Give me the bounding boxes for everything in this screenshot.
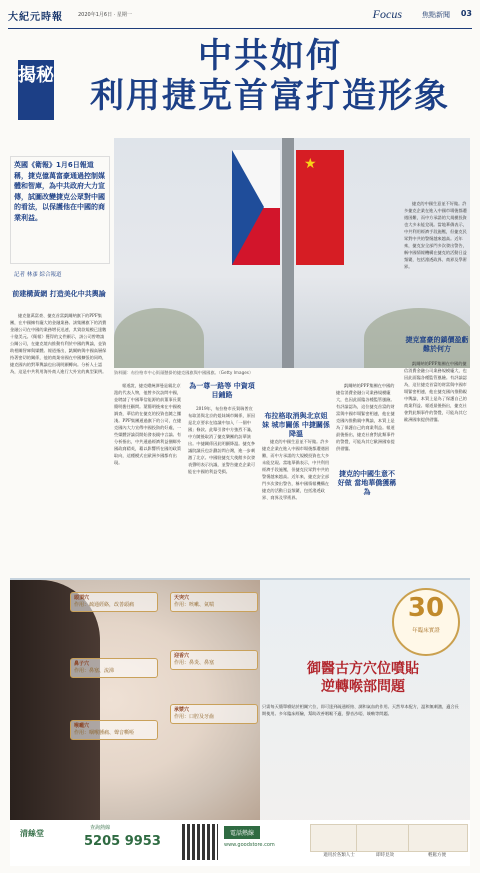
masthead xyxy=(8,6,472,29)
article-column-7 xyxy=(404,360,470,572)
subhead-4: 捷克的中國生意不好做 當地華僑獲稱為 xyxy=(337,470,397,496)
paragraph: 捷克的中國生意並不好做。許多捷克企業在進入中國市場後都遭遇困難，而中方承諾的大規模投資也大多未能兌現。當地華僑表示，中共利用經濟手段施壓，但捷克民眾對中共的警惕越來越高。近年來，捷克安全部門多次發出警告，稱中國情報機構在捷克的活動日益頻繁，包括滲透政界、商界及學術界。 xyxy=(262,439,330,500)
newspaper-logo: 大紀元時報 xyxy=(8,12,63,23)
flag-blue-triangle xyxy=(232,150,264,265)
paragraph: 凱爾納的PPF集團在中國的捷信消費金融公司業務規模龐大，也因此面臨各種監管風險。有評論認為，這位捷克首富的財富與中國市場緊密相連，他在捷克國內推動親中輿論，本質上是為了保護自己的商業利益。報道最後指出，捷克社會對此類事件的警覺，可能為其它歐洲國家提供借鑒。 xyxy=(336,383,395,451)
czech-flag xyxy=(232,150,280,265)
website-link[interactable]: www.goodstore.com xyxy=(224,842,275,848)
advertisement xyxy=(10,578,470,866)
ad-title-line1: 御醫古方穴位噴貼 xyxy=(307,661,419,677)
acupoint-callout xyxy=(70,658,158,678)
photo-caption: 資料圖：布拉格市中心街頭懸掛的捷克國旗與中國國旗。（Getty Images） xyxy=(114,370,254,375)
callout-title: 承漿穴 xyxy=(174,707,190,713)
product-label: 即時見效 xyxy=(376,853,394,858)
lamp-pole xyxy=(282,138,294,368)
callout-text: 作用：鼻炎、鼻塞 xyxy=(174,660,215,666)
subhead-1: 前建構黃網 打造美化中共輿論 xyxy=(12,290,106,298)
article-column-6 xyxy=(404,200,470,330)
phone-number[interactable]: 5205 9953 xyxy=(84,834,161,849)
badge-text: 年臨床實證 xyxy=(412,628,440,634)
china-flag xyxy=(296,150,344,265)
section-name: 焦點新聞 xyxy=(422,11,450,19)
badge-number: 30 xyxy=(407,593,445,623)
headline xyxy=(80,36,460,116)
callout-title: 迎香穴 xyxy=(174,653,190,659)
callout-text: 作用：咳嗽、氣喘 xyxy=(174,602,215,608)
paragraph: 凱爾納的PPF集團在中國的捷信消費金融公司業務規模龐大，也因此面臨各種監管風險。有評論認為，這位捷克首富的財富與中國市場緊密相連，他在捷克國內推動親中輿論，本質上是為了保護自己的商業利益。報道最後指出，捷克社會對此類事件的警覺，可能為其它歐洲國家提供借鑒。 xyxy=(404,361,467,422)
acupoint-callout xyxy=(70,720,158,740)
callout-title: 喉嚨穴 xyxy=(74,723,90,729)
qr-code[interactable] xyxy=(182,824,218,860)
callout-title: 天突穴 xyxy=(174,595,190,601)
focus-label: Focus xyxy=(372,7,402,21)
product-image xyxy=(408,824,468,852)
headline-line1: 中共如何 xyxy=(198,36,342,76)
product-label: 適用於各類人士 xyxy=(323,853,355,858)
ad-body: 只需每天簡單噴貼於相關穴位，即可達到疏通經絡、調和氣血的作用。天然草本配方，溫和無刺激，適合長期使用。多年臨床經驗，幫助改善咽喉不適、聲音沙啞、咳嗽等問題。 xyxy=(262,704,459,716)
dateline: 2020年1月6日 · 星期一 xyxy=(78,12,132,18)
acupoint-callout xyxy=(170,704,258,724)
acupoint-callout xyxy=(170,592,258,612)
thirty-years-badge xyxy=(392,588,460,656)
callout-text: 作用：鼻塞、流涕 xyxy=(74,668,115,674)
ad-contact-bar xyxy=(10,820,470,866)
tree-shape xyxy=(114,308,204,368)
paragraph: 2019年，布拉格市長賀瑞普宣布取消與北京的姐妹城市關係，原因是北京要求在協議中加入「一個中國」條款。此舉引發中方強烈不滿，中方隨後取消了捷克樂團的訪華演出。中捷關係因此明顯降溫。捷克參議院議長也計劃訪問台灣，進一步刺激了北京。中國駐捷克大使館多次發表聲明表示抗議，並警告捷克企業可能在中國的利益受損。 xyxy=(188,406,256,474)
page-number: 03 xyxy=(460,9,472,18)
callout-text: 作用：口腔及牙齒 xyxy=(174,714,215,720)
byline: 記者 林彥 綜合報道 xyxy=(14,272,62,278)
acupoint-callout xyxy=(170,650,258,670)
subhead-5: 捷克富豪的鎮價盈虧 難於何方 xyxy=(405,336,469,353)
headline-line2: 利用捷克首富打造形象 xyxy=(90,76,450,116)
product-label: 輕鬆方便 xyxy=(428,853,446,858)
paragraph: 捷克億萬富豪、捷克首富凱爾納旗下的PPF集團，在中國擁有龐大的金融業務。該集團旗下的消費金融公司在中國的業務增長迅速，其貸款規模已達數十億美元。《衛報》獲得的文件顯示，該公司曾聘請公關公司，在捷克境內推動有利於中國的輿論，並資助相關智庫與媒體。報道指出，凱爾納與中國高層保持著密切的關係，他的商業帝國在中國擴張的同時，捷克國內的對華輿論也出現明顯轉向。分析人士認為，這是中共利用海外商人進行大外宣的典型案例。 xyxy=(10,313,107,374)
callout-text: 作用：疏通經絡，改善頭痛 xyxy=(74,602,135,608)
article-column-3 xyxy=(188,405,256,572)
subhead-3: 布拉格取消與北京姐妹 城市關係 中捷關係降溫 xyxy=(262,412,330,438)
subhead-2: 為一尊一路等 中資項目鋪路 xyxy=(189,382,255,399)
article-column-4 xyxy=(262,438,330,572)
lede-text: 英國《衛報》1月6日報道稱，捷克億萬富豪通過控制媒體和智庫，為中共政府大力宣傳，試圖改變捷克公眾對中國的看法，以保護他在中國的商業利益。 xyxy=(14,161,105,222)
web-label: 電話熱線 xyxy=(224,826,260,839)
model-photo xyxy=(10,580,260,820)
paragraph: 報道說，捷克總統澤曼是親北京派的代表人物，他曾多次訪問中國，並聘請了中國華信能源的前董事長葉簡明擔任顧問。葉簡明後來在中國被調查，華信的在捷克的投資也隨之擱淺。PPF集團通過旗下的公司，在捷克國內大力宣傳中國投資的好處，一些媒體評論員開始發表親中言論。有分析指出，中共通過經濟利益捆綁外國政商精英，藉以影響所在國的政策取向，這種模式在歐洲多國都有出現。 xyxy=(114,383,182,465)
callout-title: 鼻子穴 xyxy=(74,661,90,667)
ad-title-line2: 逆轉喉部問題 xyxy=(321,679,405,695)
article-column-1 xyxy=(10,312,108,574)
ad-title xyxy=(260,660,466,696)
acupoint-callout xyxy=(70,592,158,612)
phone-label: 查詢熱線 xyxy=(90,825,111,831)
star-icon: ★ xyxy=(304,156,317,172)
article-column-5 xyxy=(336,382,398,468)
paragraph: 捷克的中國生意並不好做。許多捷克企業在進入中國市場後都遭遇困難，而中方承諾的大規模投資也大多未能兌現。當地華僑表示，中共利用經濟手段施壓，但捷克民眾對中共的警惕越來越高。近年來，捷克安全部門多次發出警告，稱中國情報機構在捷克的活動日益頻繁，包括滲透政界、商界及學術界。 xyxy=(404,201,467,269)
model-hair xyxy=(10,580,100,820)
reveal-tag: 揭秘 xyxy=(18,60,54,120)
callout-title: 頭頂穴 xyxy=(74,595,90,601)
brand-name: 清絲堂 xyxy=(20,829,44,838)
callout-text: 作用：咽喉腫痛、聲音嘶啞 xyxy=(74,730,135,736)
product-image xyxy=(356,824,416,852)
article-column-2 xyxy=(114,382,182,572)
